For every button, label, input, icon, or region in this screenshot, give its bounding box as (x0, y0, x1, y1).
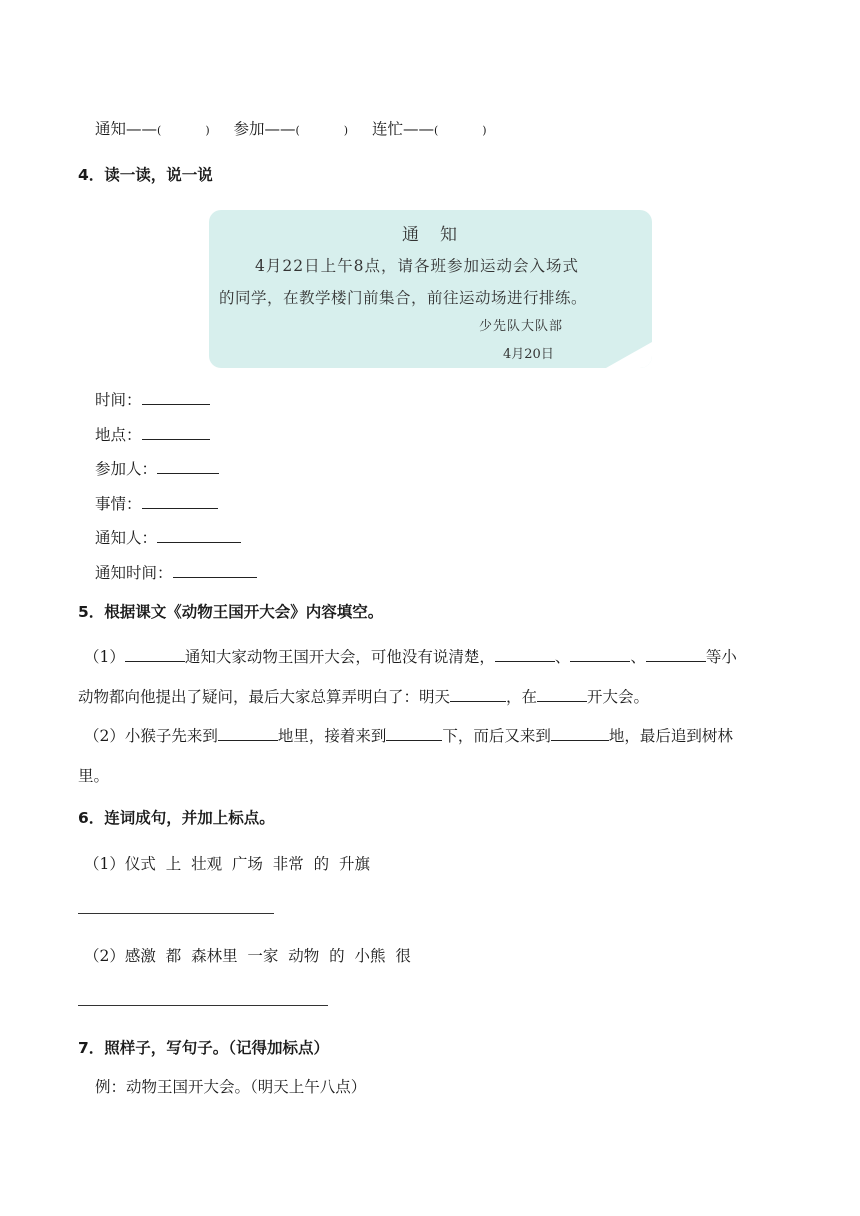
sentence-text: 通知大家动物王国开大会，可他没有说清楚， (184, 648, 495, 666)
field-label: 通知时间： (95, 564, 173, 582)
notice-card (209, 210, 652, 368)
answer-blank[interactable] (157, 528, 241, 543)
q7-example: 例：动物王国开大会。（明天上午八点） (95, 1078, 367, 1096)
open-paren: ( (295, 124, 300, 137)
answer-blank[interactable] (157, 459, 219, 474)
answer-blank[interactable] (551, 726, 609, 741)
close-paren: ) (343, 124, 349, 137)
open-paren: ( (433, 124, 439, 137)
answer-blank[interactable] (570, 647, 630, 662)
q5-item1-line2 (78, 677, 649, 717)
field-matter (95, 492, 218, 514)
q3-item-join: 参加—— (233, 120, 296, 138)
open-paren: ( (157, 124, 162, 137)
q6-title: 6．连词成句，并加上标点。 (78, 809, 275, 827)
sentence-text: 下，而后又来到 (442, 727, 551, 745)
close-paren: ) (205, 124, 210, 137)
field-label: 地点： (95, 426, 142, 444)
item-number: （1） (84, 648, 125, 666)
field-time (95, 388, 210, 410)
field-participants (95, 457, 219, 479)
notice-signature: 少先队大队部 (479, 319, 564, 334)
sentence-text: （2）小猴子先来到 (84, 727, 218, 745)
answer-blank[interactable] (386, 726, 442, 741)
separator: 、 (630, 648, 646, 666)
q6-item1: （1）仪式 上 壮观 广场 非常 的 升旗 (84, 855, 370, 873)
notice-body-line1: 4月22日上午8点，请各班参加运动会入场式 (255, 257, 579, 275)
q4-title: 4．读一读，说一说 (78, 166, 213, 184)
sentence-text: 动物都向他提出了疑问，最后大家总算弄明白了：明天 (78, 688, 451, 706)
q5-title: 5．根据课文《动物王国开大会》内容填空。 (78, 603, 384, 621)
answer-blank[interactable] (142, 425, 210, 440)
field-label: 通知人： (95, 529, 158, 547)
field-label: 时间： (95, 391, 142, 409)
q5-item1-line1 (84, 637, 737, 677)
page-curl (606, 342, 652, 368)
q5-item2-line2: 里。 (78, 767, 110, 785)
field-label: 事情： (95, 495, 142, 513)
answer-blank[interactable] (495, 647, 555, 662)
q5-item2-line1 (84, 716, 733, 756)
answer-blank[interactable] (173, 563, 257, 578)
q3-word-row (95, 117, 487, 139)
sentence-text: 地里，接着来到 (277, 727, 387, 745)
answer-blank[interactable] (450, 687, 506, 702)
answer-blank[interactable] (142, 390, 210, 405)
answer-blank[interactable] (142, 494, 218, 509)
q7-title: 7．照样子，写句子。（记得加标点） (78, 1039, 330, 1057)
q6-answer-line-1[interactable] (78, 913, 274, 914)
field-notice-time (95, 561, 257, 583)
q6-answer-line-2[interactable] (78, 1005, 328, 1006)
notice-date: 4月20日 (503, 347, 554, 362)
sentence-text: ，在 (506, 688, 538, 706)
answer-blank[interactable] (218, 726, 278, 741)
answer-blank[interactable] (125, 647, 185, 662)
q3-item-notify: 通知—— (95, 120, 158, 138)
separator: 、 (554, 648, 571, 666)
field-place (95, 423, 210, 445)
sentence-text: 开大会。 (587, 688, 650, 706)
notice-body-line2: 的同学，在教学楼门前集合，前往运动场进行排练。 (219, 289, 588, 307)
q3-item-hurry: 连忙—— (371, 120, 434, 138)
field-notifier (95, 526, 241, 548)
field-label: 参加人： (95, 460, 158, 478)
sentence-text: 等小 (705, 648, 737, 666)
sentence-text: 地，最后追到树林 (608, 727, 733, 745)
answer-blank[interactable] (646, 647, 706, 662)
q6-item2: （2）感激 都 森林里 一家 动物 的 小熊 很 (84, 947, 411, 965)
answer-blank[interactable] (537, 687, 587, 702)
close-paren: ) (482, 124, 487, 137)
notice-heading: 通 知 (402, 225, 459, 245)
